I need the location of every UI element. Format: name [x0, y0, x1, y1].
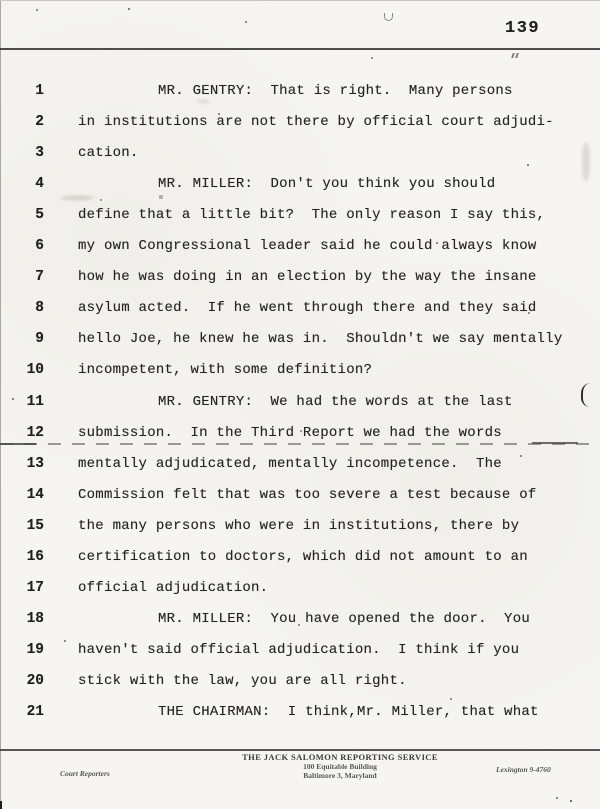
transcript-line [0, 362, 600, 384]
line-number: 20 [26, 672, 44, 689]
line-number: 19 [26, 641, 44, 658]
transcript-line [0, 549, 600, 571]
line-text: MR. MILLER: Don't you think you should [158, 176, 496, 193]
line-text: in institutions are not there by official court adjudi- [78, 114, 554, 131]
scan-specks [0, 0, 2, 2]
line-number: 7 [35, 269, 44, 286]
line-number: 14 [26, 486, 44, 503]
line-number: 4 [35, 176, 44, 193]
transcript-line [0, 269, 600, 291]
transcript-line [0, 611, 600, 633]
line-number: 12 [26, 424, 44, 441]
footer-phone: Lexington 9-4760 [496, 765, 551, 774]
line-number: 3 [35, 145, 44, 162]
transcript-line [0, 238, 600, 260]
scan-artifact-u-mark [384, 13, 393, 21]
line-text: cation. [78, 145, 139, 162]
transcript-line [0, 456, 600, 478]
line-number: 16 [26, 548, 44, 565]
transcript-line [0, 145, 600, 167]
line-text: certification to doctors, which did not amount to an [78, 548, 528, 565]
line-text: the many persons who were in institutions, there by [78, 517, 520, 534]
line-number: 6 [35, 238, 44, 255]
footer-service-address1: 100 Equitable Building [303, 762, 377, 771]
line-text: haven't said official adjudication. I think if you [78, 641, 520, 658]
line-number: 1 [35, 83, 44, 99]
transcript-line [0, 83, 600, 105]
footer-service-address2: Baltimore 3, Maryland [303, 771, 377, 780]
line-text: MR. GENTRY: We had the words at the last [158, 393, 513, 410]
line-number: 18 [26, 610, 44, 627]
transcript-line [0, 300, 600, 322]
line-number: 11 [26, 393, 44, 410]
line-number: 9 [35, 331, 44, 348]
line-text: define that a little bit? The only reason I say this, [78, 207, 546, 224]
transcript-line [0, 580, 600, 602]
left-margin-rule [0, 801, 2, 809]
transcript-line [0, 487, 600, 509]
scan-artifact-hook [581, 383, 595, 407]
line-text: official adjudication. [78, 579, 269, 596]
line-text: THE CHAIRMAN: I think,Mr. Miller, that what [158, 704, 539, 720]
footer-service-name: THE JACK SALOMON REPORTING SERVICE [242, 752, 438, 762]
line-text: how he was doing in an election by the way the insane [78, 269, 537, 286]
line-text: asylum acted. If he went through there and they said [78, 300, 537, 317]
line-text: hello Joe, he knew he was in. Shouldn't we say mentally [78, 331, 563, 348]
transcript-line [0, 114, 600, 136]
line-text: my own Congressional leader said he could always know [78, 238, 537, 255]
footer-court-reporters: Court Reporters [60, 769, 110, 778]
line-text: stick with the law, you are all right. [78, 672, 407, 689]
transcript-line [0, 673, 600, 695]
line-number: 2 [35, 114, 44, 131]
line-number: 10 [26, 362, 44, 379]
transcript-line [0, 704, 600, 726]
line-text: mentally adjudicated, mentally incompetence. The [78, 455, 502, 472]
transcript-line [0, 394, 600, 416]
line-number: 5 [35, 207, 44, 224]
transcript-line [0, 518, 600, 540]
line-number: 13 [26, 455, 44, 472]
line-text: incompetent, with some definition? [78, 362, 373, 379]
line-text: Commission felt that was too severe a test because of [78, 486, 537, 503]
bottom-horizontal-rule [0, 749, 600, 751]
line-number: 21 [26, 704, 44, 720]
line-number: 17 [26, 579, 44, 596]
transcript-line [0, 331, 600, 353]
transcript-line [0, 425, 600, 447]
line-text: MR. MILLER: You have opened the door. You [158, 610, 531, 627]
top-rule-fringe [0, 0, 600, 1]
scan-artifact-quote-mark [512, 53, 520, 58]
transcript-line [0, 176, 600, 198]
top-horizontal-rule [0, 48, 600, 50]
scan-smudge [196, 100, 210, 103]
line-text: MR. GENTRY: That is right. Many persons [158, 83, 513, 99]
line-number: 15 [26, 517, 44, 534]
scan-smudge [60, 196, 94, 200]
scan-smudge [582, 142, 590, 182]
page-number: 139 [505, 19, 541, 38]
transcript-line [0, 642, 600, 664]
line-text: submission. In the Third Report we had the words [78, 424, 502, 441]
transcript-line [0, 207, 600, 229]
line-number: 8 [35, 300, 44, 317]
